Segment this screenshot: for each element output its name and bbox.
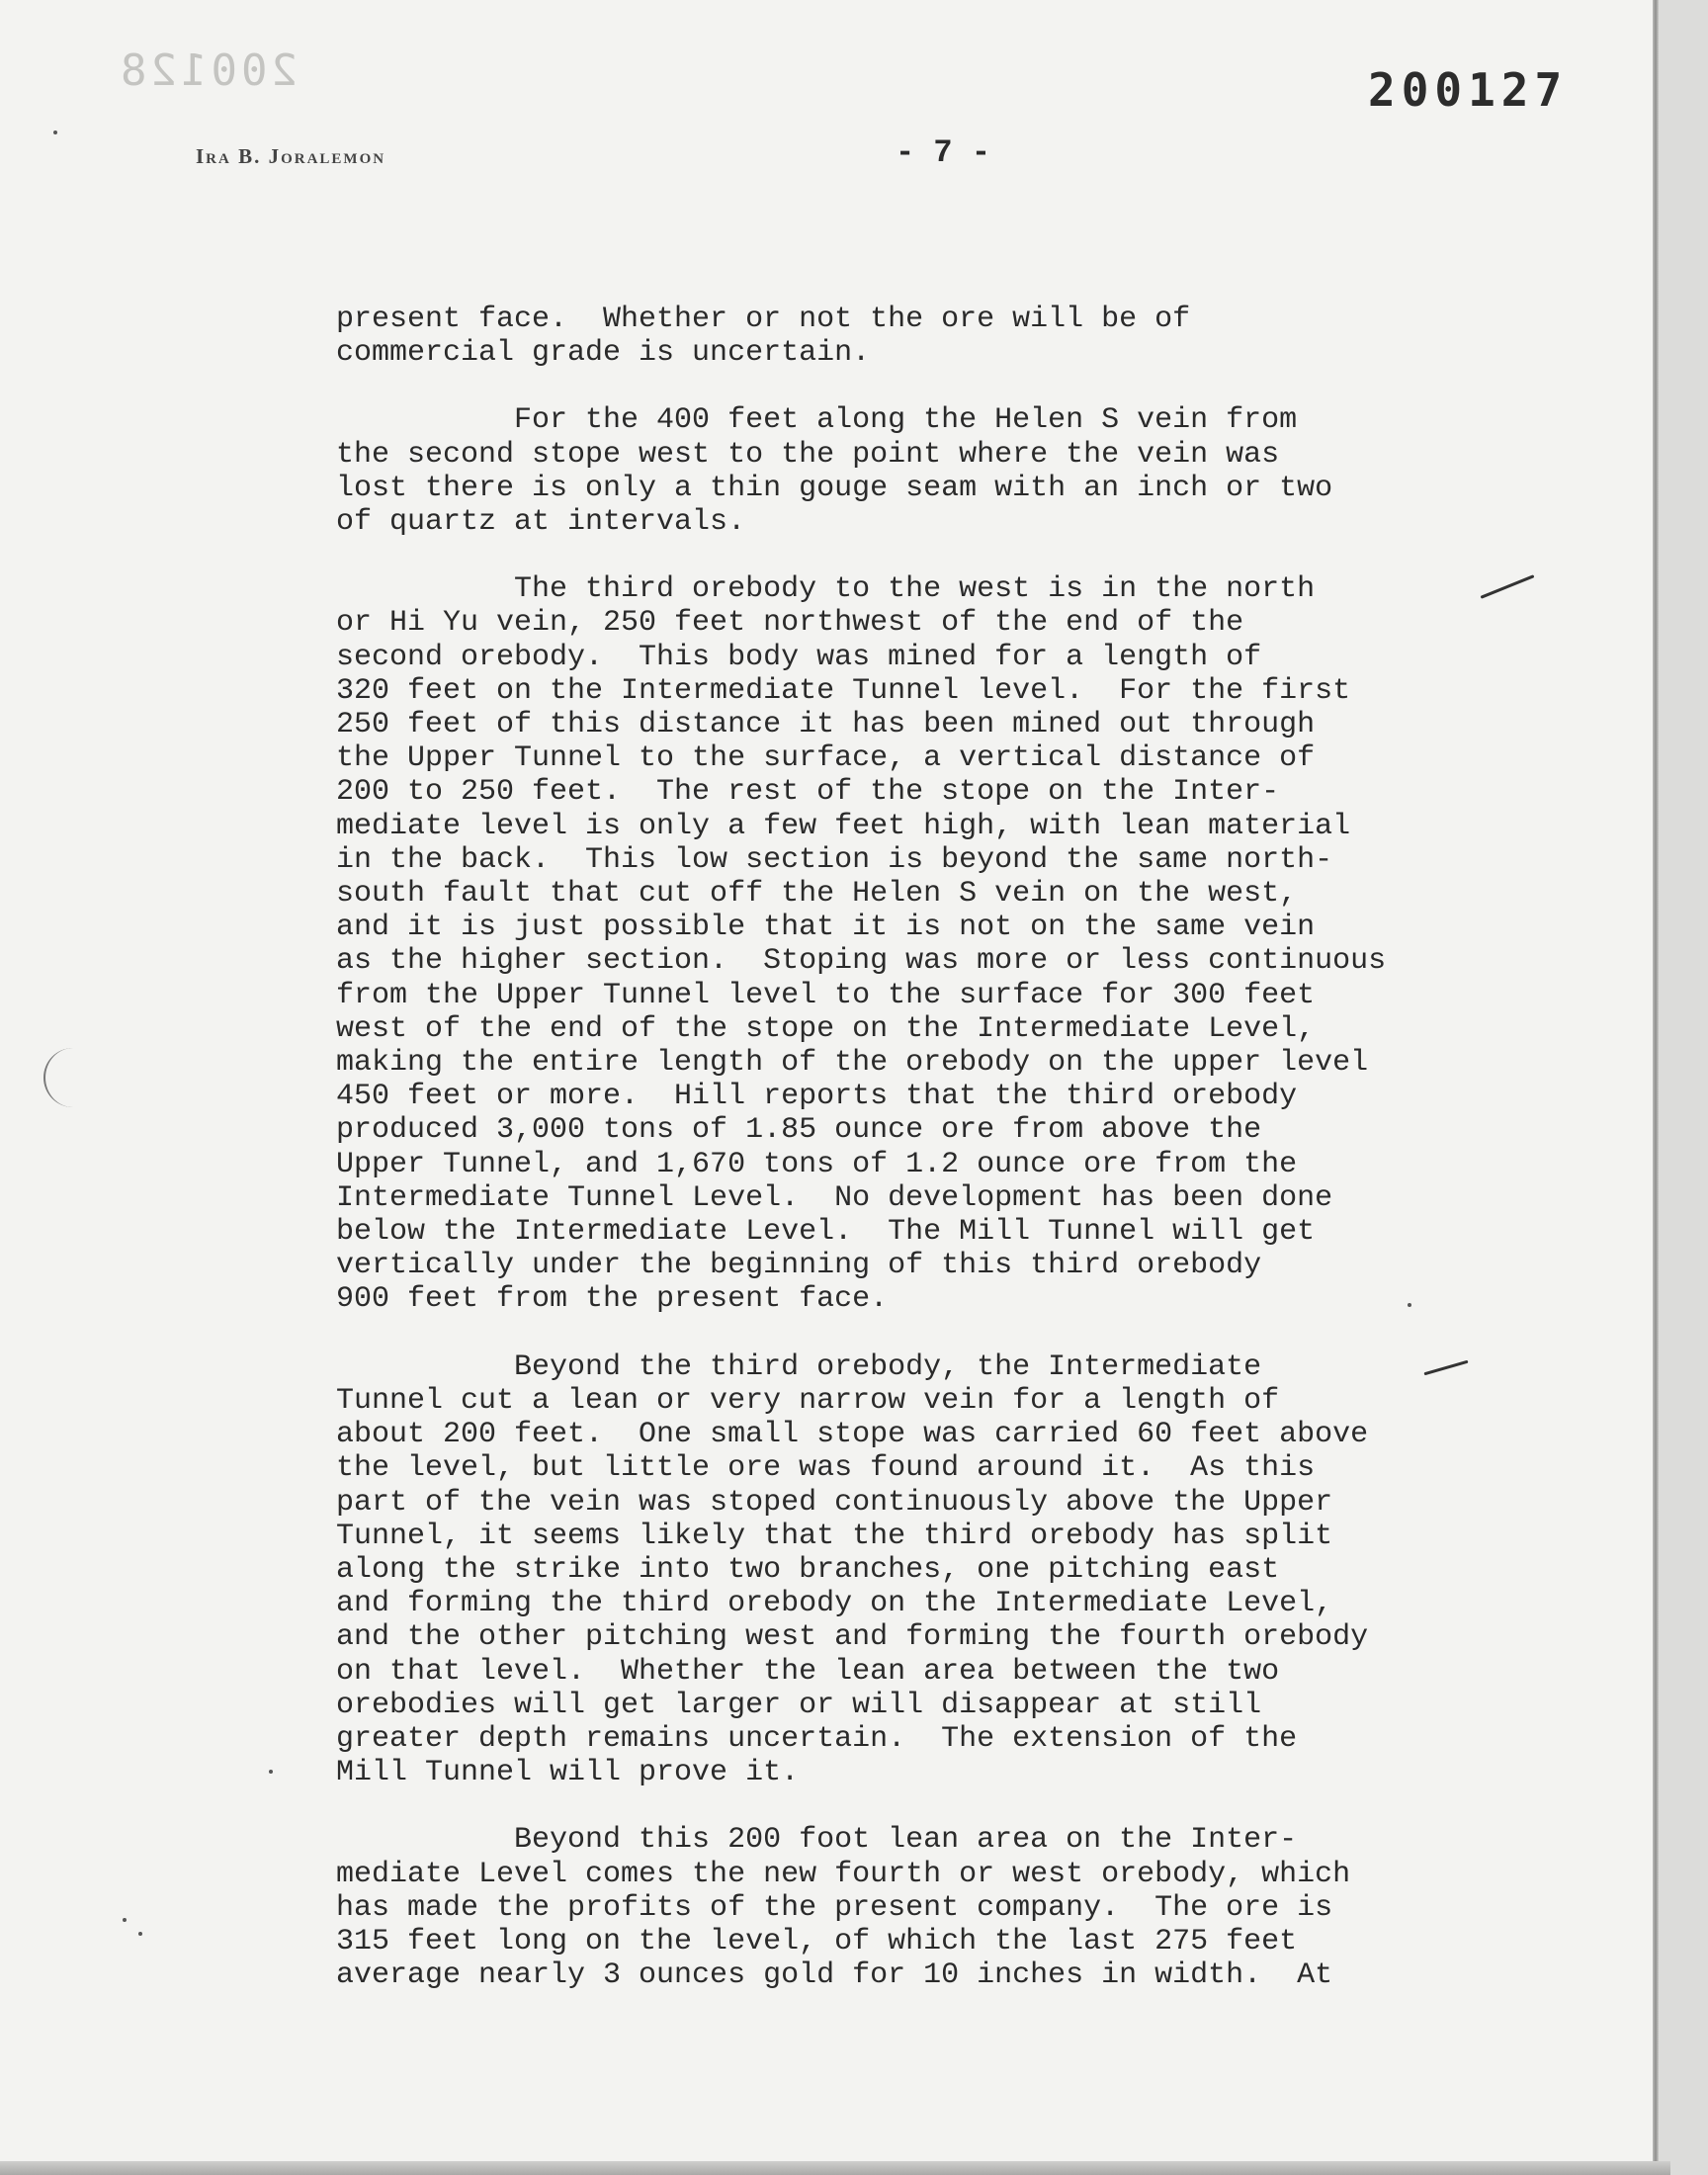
paragraph-gap [336,370,1542,403]
text-line: Beyond the third orebody, the Intermediate [336,1349,1262,1384]
text-line: west of the end of the stope on the Intermediate Level, [336,1011,1316,1046]
faint-document-number: 200128 [117,45,298,96]
speck [138,1932,142,1936]
paragraph [336,303,1542,370]
text-line: Tunnel cut a lean or very narrow vein for a length of [336,1383,1280,1418]
text-line: mediate level is only a few feet high, with lean material [336,809,1351,843]
speck [123,1918,127,1922]
bottom-edge [0,2161,1670,2175]
text-line: and the other pitching west and forming the fourth orebody [336,1620,1369,1655]
text-line: vertically under the beginning of this third orebody [336,1249,1262,1283]
text-line: present face. Whether or not the ore will be of [336,303,1191,336]
paragraph [336,403,1542,539]
text-line: produced 3,000 tons of 1.85 ounce ore from above the [336,1113,1262,1148]
text-line: 450 feet or more. Hill reports that the third orebody [336,1080,1298,1114]
text-line: For the 400 feet along the Helen S vein from [336,403,1298,438]
text-line: in the back. This low section is beyond the same north- [336,842,1333,877]
text-line: Upper Tunnel, and 1,670 tons of 1.2 ounce ore from the [336,1147,1298,1181]
paragraph-gap [336,539,1542,572]
text-line: and forming the third orebody on the Intermediate Level, [336,1587,1333,1621]
page-shadow [1659,0,1708,2175]
text-line: has made the profits of the present company. The ore is [336,1890,1333,1925]
text-line: along the strike into two branches, one pitching east [336,1552,1280,1587]
body-text [336,303,1542,1992]
page-number: - 7 - [896,134,991,171]
paragraph [336,1823,1542,1992]
text-line: 320 feet on the Intermediate Tunnel level. For the first [336,673,1351,708]
text-line: about 200 feet. One small stope was carried 60 feet above [336,1418,1369,1452]
text-line: mediate Level comes the new fourth or west orebody, which [336,1857,1351,1891]
text-line: lost there is only a thin gouge seam with an inch or two [336,471,1333,505]
text-line: 315 feet long on the level, of which the last 275 feet [336,1924,1298,1958]
text-line: Tunnel, it seems likely that the third orebody has split [336,1519,1333,1553]
text-line: commercial grade is uncertain. [336,336,871,371]
text-line: 900 feet from the present face. [336,1282,889,1317]
text-line: The third orebody to the west is in the north [336,572,1316,607]
speck [53,130,57,134]
paragraph-gap [336,1317,1542,1350]
paragraph-gap [336,1789,1542,1823]
text-line: from the Upper Tunnel level to the surface for 300 feet [336,978,1316,1012]
text-line: the Upper Tunnel to the surface, a vertical distance of [336,741,1316,776]
text-line: orebodies will get larger or will disappear at still [336,1688,1262,1722]
paragraph [336,1350,1542,1790]
text-line: or Hi Yu vein, 250 feet northwest of the end of the [336,606,1244,641]
margin-smudge [43,1048,75,1107]
text-line: below the Intermediate Level. The Mill Tunnel will get [336,1215,1316,1250]
text-line: and it is just possible that it is not on the same vein [336,911,1316,945]
text-line: 250 feet of this distance it has been mined out through [336,708,1316,742]
text-line: second orebody. This body was mined for a length of [336,640,1262,674]
text-line: Beyond this 200 foot lean area on the Inter- [336,1823,1298,1858]
paragraph [336,572,1542,1316]
text-line: Mill Tunnel will prove it. [336,1756,800,1790]
text-line: 200 to 250 feet. The rest of the stope on the Inter- [336,775,1280,810]
text-line: average nearly 3 ounces gold for 10 inches in width. At [336,1958,1333,1993]
letterhead-name: Ira B. Joralemon [196,144,386,168]
document-number: 200127 [1368,63,1569,117]
speck [269,1770,273,1774]
text-line: of quartz at intervals. [336,505,746,540]
text-line: the second stope west to the point where the vein was [336,437,1280,472]
text-line: south fault that cut off the Helen S vein on the west, [336,877,1298,912]
speck [1408,1303,1411,1307]
text-line: on that level. Whether the lean area between the two [336,1654,1280,1689]
text-line: making the entire length of the orebody on the upper level [336,1046,1369,1081]
text-line: greater depth remains uncertain. The extension of the [336,1721,1298,1756]
text-line: Intermediate Tunnel Level. No development has been done [336,1180,1333,1215]
text-line: part of the vein was stoped continuously above the Upper [336,1485,1333,1520]
text-line: as the higher section. Stoping was more or less continuous [336,944,1387,979]
text-line: the level, but little ore was found around it. As this [336,1451,1316,1486]
